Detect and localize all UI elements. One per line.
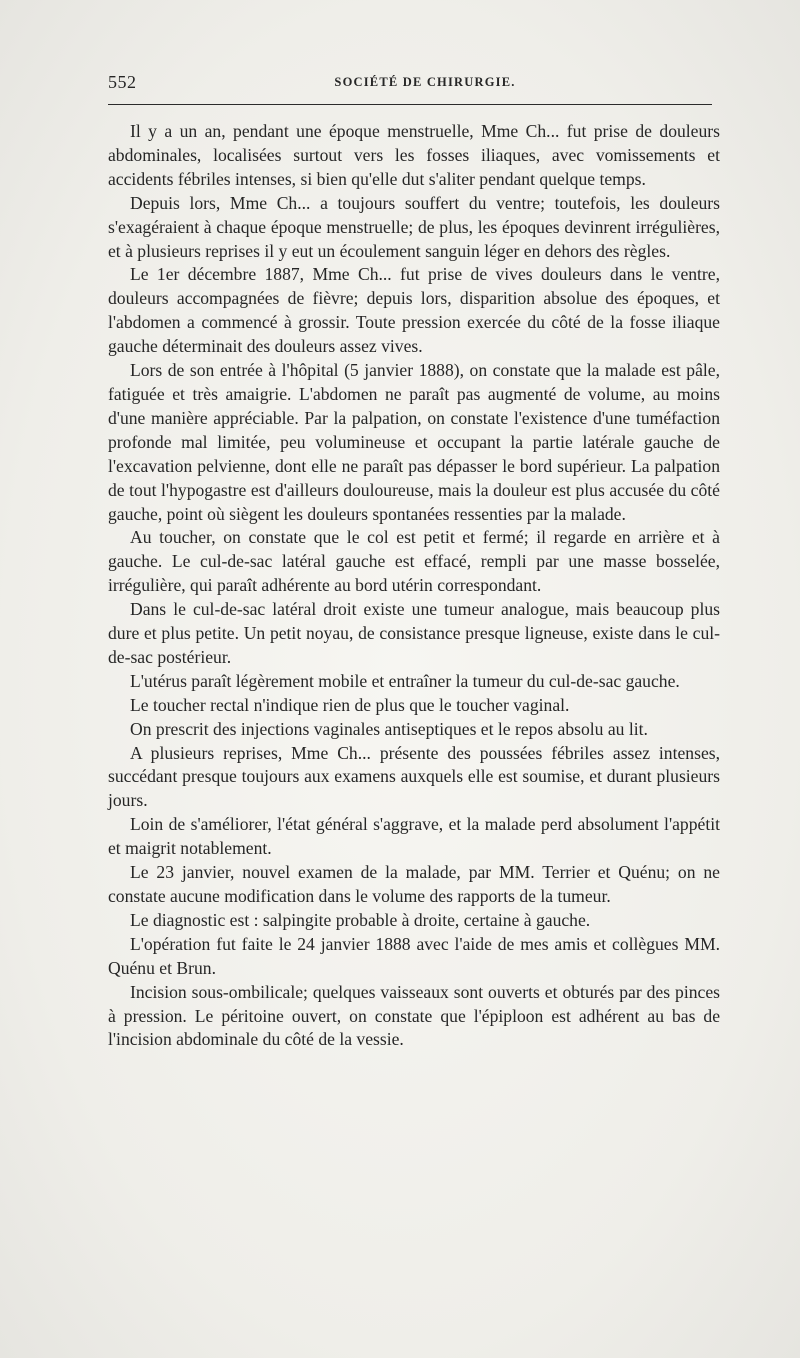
page-number: 552 [108,72,137,92]
paragraph: A plusieurs reprises, Mme Ch... présente des poussées fébriles assez intenses, succédant presque toujours aux examens auxquels elle est soumise, et durant plusieurs jours. [108,742,720,811]
paragraph: L'utérus paraît légèrement mobile et entraîner la tumeur du cul-de-sac gauche. [130,670,680,691]
paragraph: Il y a un an, pendant une époque menstruelle, Mme Ch... fut prise de douleurs abdominales, localisées surtout vers les fosses iliaques, avec vomissements et accidents fébriles intenses, si bien qu'elle dut s'aliter pendant quelque temps. [108,121,720,189]
running-head: SOCIÉTÉ DE CHIRURGIE. [334,75,516,89]
paragraph: Depuis lors, Mme Ch... a toujours souffert du ventre; toutefois, les douleurs s'exagéraient à chaque époque menstruelle; de plus, les époques devinrent irrégulières, et à plusieurs reprises il y eut un écoulement sanguin léger en dehors des règles. [108,192,720,261]
body-text [108,120,720,1052]
page-header [108,72,712,96]
paragraph: Lors de son entrée à l'hôpital (5 janvier 1888), on constate que la malade est pâle, fatiguée et très amaigrie. L'abdomen ne paraît pas augmenté de volume, au moins d'une manière appréciable. Par la palpation, on constate l'existence d'une tuméfaction profonde mal limitée, peu volumineuse et occupant la partie latérale gauche de l'excavation pelvienne, dont elle ne paraît pas dépasser le bord supérieur. La palpation de tout l'hypogastre est d'ailleurs douloureuse, mais la douleur est plus accusée du côté gauche, point où siègent les douleurs spontanées ressenties par la malade. [108,360,720,524]
paragraph: On prescrit des injections vaginales antiseptiques et le repos absolu au lit. [130,718,648,739]
paragraph: Le toucher rectal n'indique rien de plus que le toucher vaginal. [130,694,570,715]
paragraph: Le diagnostic est : salpingite probable à droite, certaine à gauche. [130,909,591,930]
header-rule [108,104,712,105]
paragraph: Dans le cul-de-sac latéral droit existe une tumeur analogue, mais beaucoup plus dure et plus petite. Un petit noyau, de consistance presque ligneuse, existe dans le cul-de-sac postérieur. [108,599,720,667]
paragraph: Le 23 janvier, nouvel examen de la malade, par MM. Terrier et Quénu; on ne constate aucune modification dans le volume des rapports de la tumeur. [108,862,720,906]
paragraph: L'opération fut faite le 24 janvier 1888 avec l'aide de mes amis et collègues MM. Quénu et Brun. [108,933,720,978]
paragraph: Le 1er décembre 1887, Mme Ch... fut prise de vives douleurs dans le ventre, douleurs accompagnées de fièvre; depuis lors, disparition absolue des époques, et l'abdomen a commencé à grossir. Toute pression exercée du côté de la fosse iliaque gauche déterminait des douleurs assez vives. [108,264,720,357]
paragraph: Au toucher, on constate que le col est petit et fermé; il regarde en arrière et à gauche. Le cul-de-sac latéral gauche est effacé, rempli par une masse bosselée, irrégulière, qui paraît adhérente au bord utérin correspondant. [108,527,720,596]
paragraph: Incision sous-ombilicale; quelques vaisseaux sont ouverts et obturés par des pinces à pression. Le péritoine ouvert, on constate que l'épiploon est adhérent au bas de l'incision abdominale du côté de la vessie. [108,981,720,1050]
paragraph: Loin de s'améliorer, l'état général s'aggrave, et la malade perd absolument l'appétit et maigrit notablement. [108,814,720,859]
